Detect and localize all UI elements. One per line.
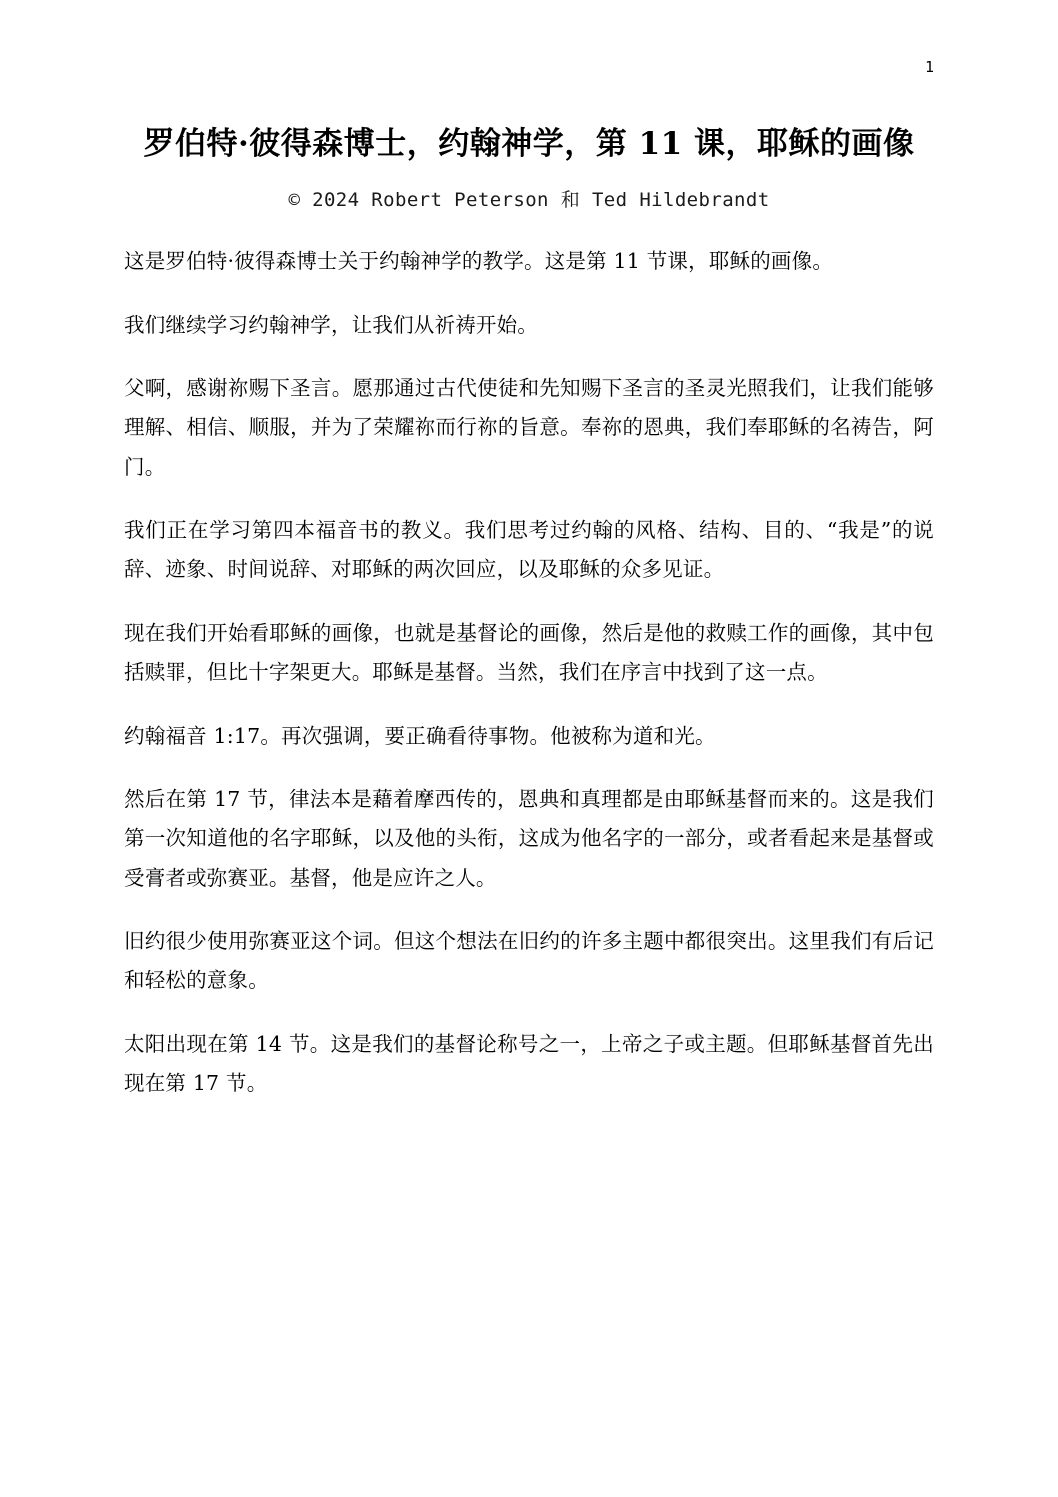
paragraph: 父啊，感谢祢赐下圣言。愿那通过古代使徒和先知赐下圣言的圣灵光照我们，让我们能够理解、相信、顺服，并为了荣耀祢而行祢的旨意。奉祢的恩典，我们奉耶稣的名祷告，阿门。 [124,376,934,479]
paragraph: 我们正在学习第四本福音书的教义。我们思考过约翰的风格、结构、目的、“我是”的说辞、迹象、时间说辞、对耶稣的两次回应，以及耶稣的众多见证。 [124,518,934,582]
page-title: 罗伯特·彼得森博士，约翰神学，第 11 课，耶稣的画像 [143,126,915,162]
paragraph: 这是罗伯特·彼得森博士关于约翰神学的教学。这是第 11 节课，耶稣的画像。 [124,249,834,274]
paragraph: 太阳出现在第 14 节。这是我们的基督论称号之一，上帝之子或主题。但耶稣基督首先出现在第 17 节。 [124,1031,934,1096]
paragraph: 约翰福音 1:17。再次强调，要正确看待事物。他被称为道和光。 [124,723,716,748]
document-body [124,242,934,1103]
copyright-line: © 2024 Robert Peterson 和 Ted Hildebrandt [288,189,770,212]
paragraph: 我们继续学习约翰神学，让我们从祈祷开始。 [124,312,538,337]
page-number: 1 [924,58,934,76]
paragraph: 然后在第 17 节，律法本是藉着摩西传的，恩典和真理都是由耶稣基督而来的。这是我们第一次知道他的名字耶稣，以及他的头衔，这成为他名字的一部分，或者看起来是基督或受膏者或弥赛亚。基督，他是应许之人。 [124,786,934,890]
paragraph: 旧约很少使用弥赛亚这个词。但这个想法在旧约的许多主题中都很突出。这里我们有后记和轻松的意象。 [124,928,934,993]
paragraph: 现在我们开始看耶稣的画像，也就是基督论的画像，然后是他的救赎工作的画像，其中包括赎罪，但比十字架更大。耶稣是基督。当然，我们在序言中找到了这一点。 [124,620,934,685]
